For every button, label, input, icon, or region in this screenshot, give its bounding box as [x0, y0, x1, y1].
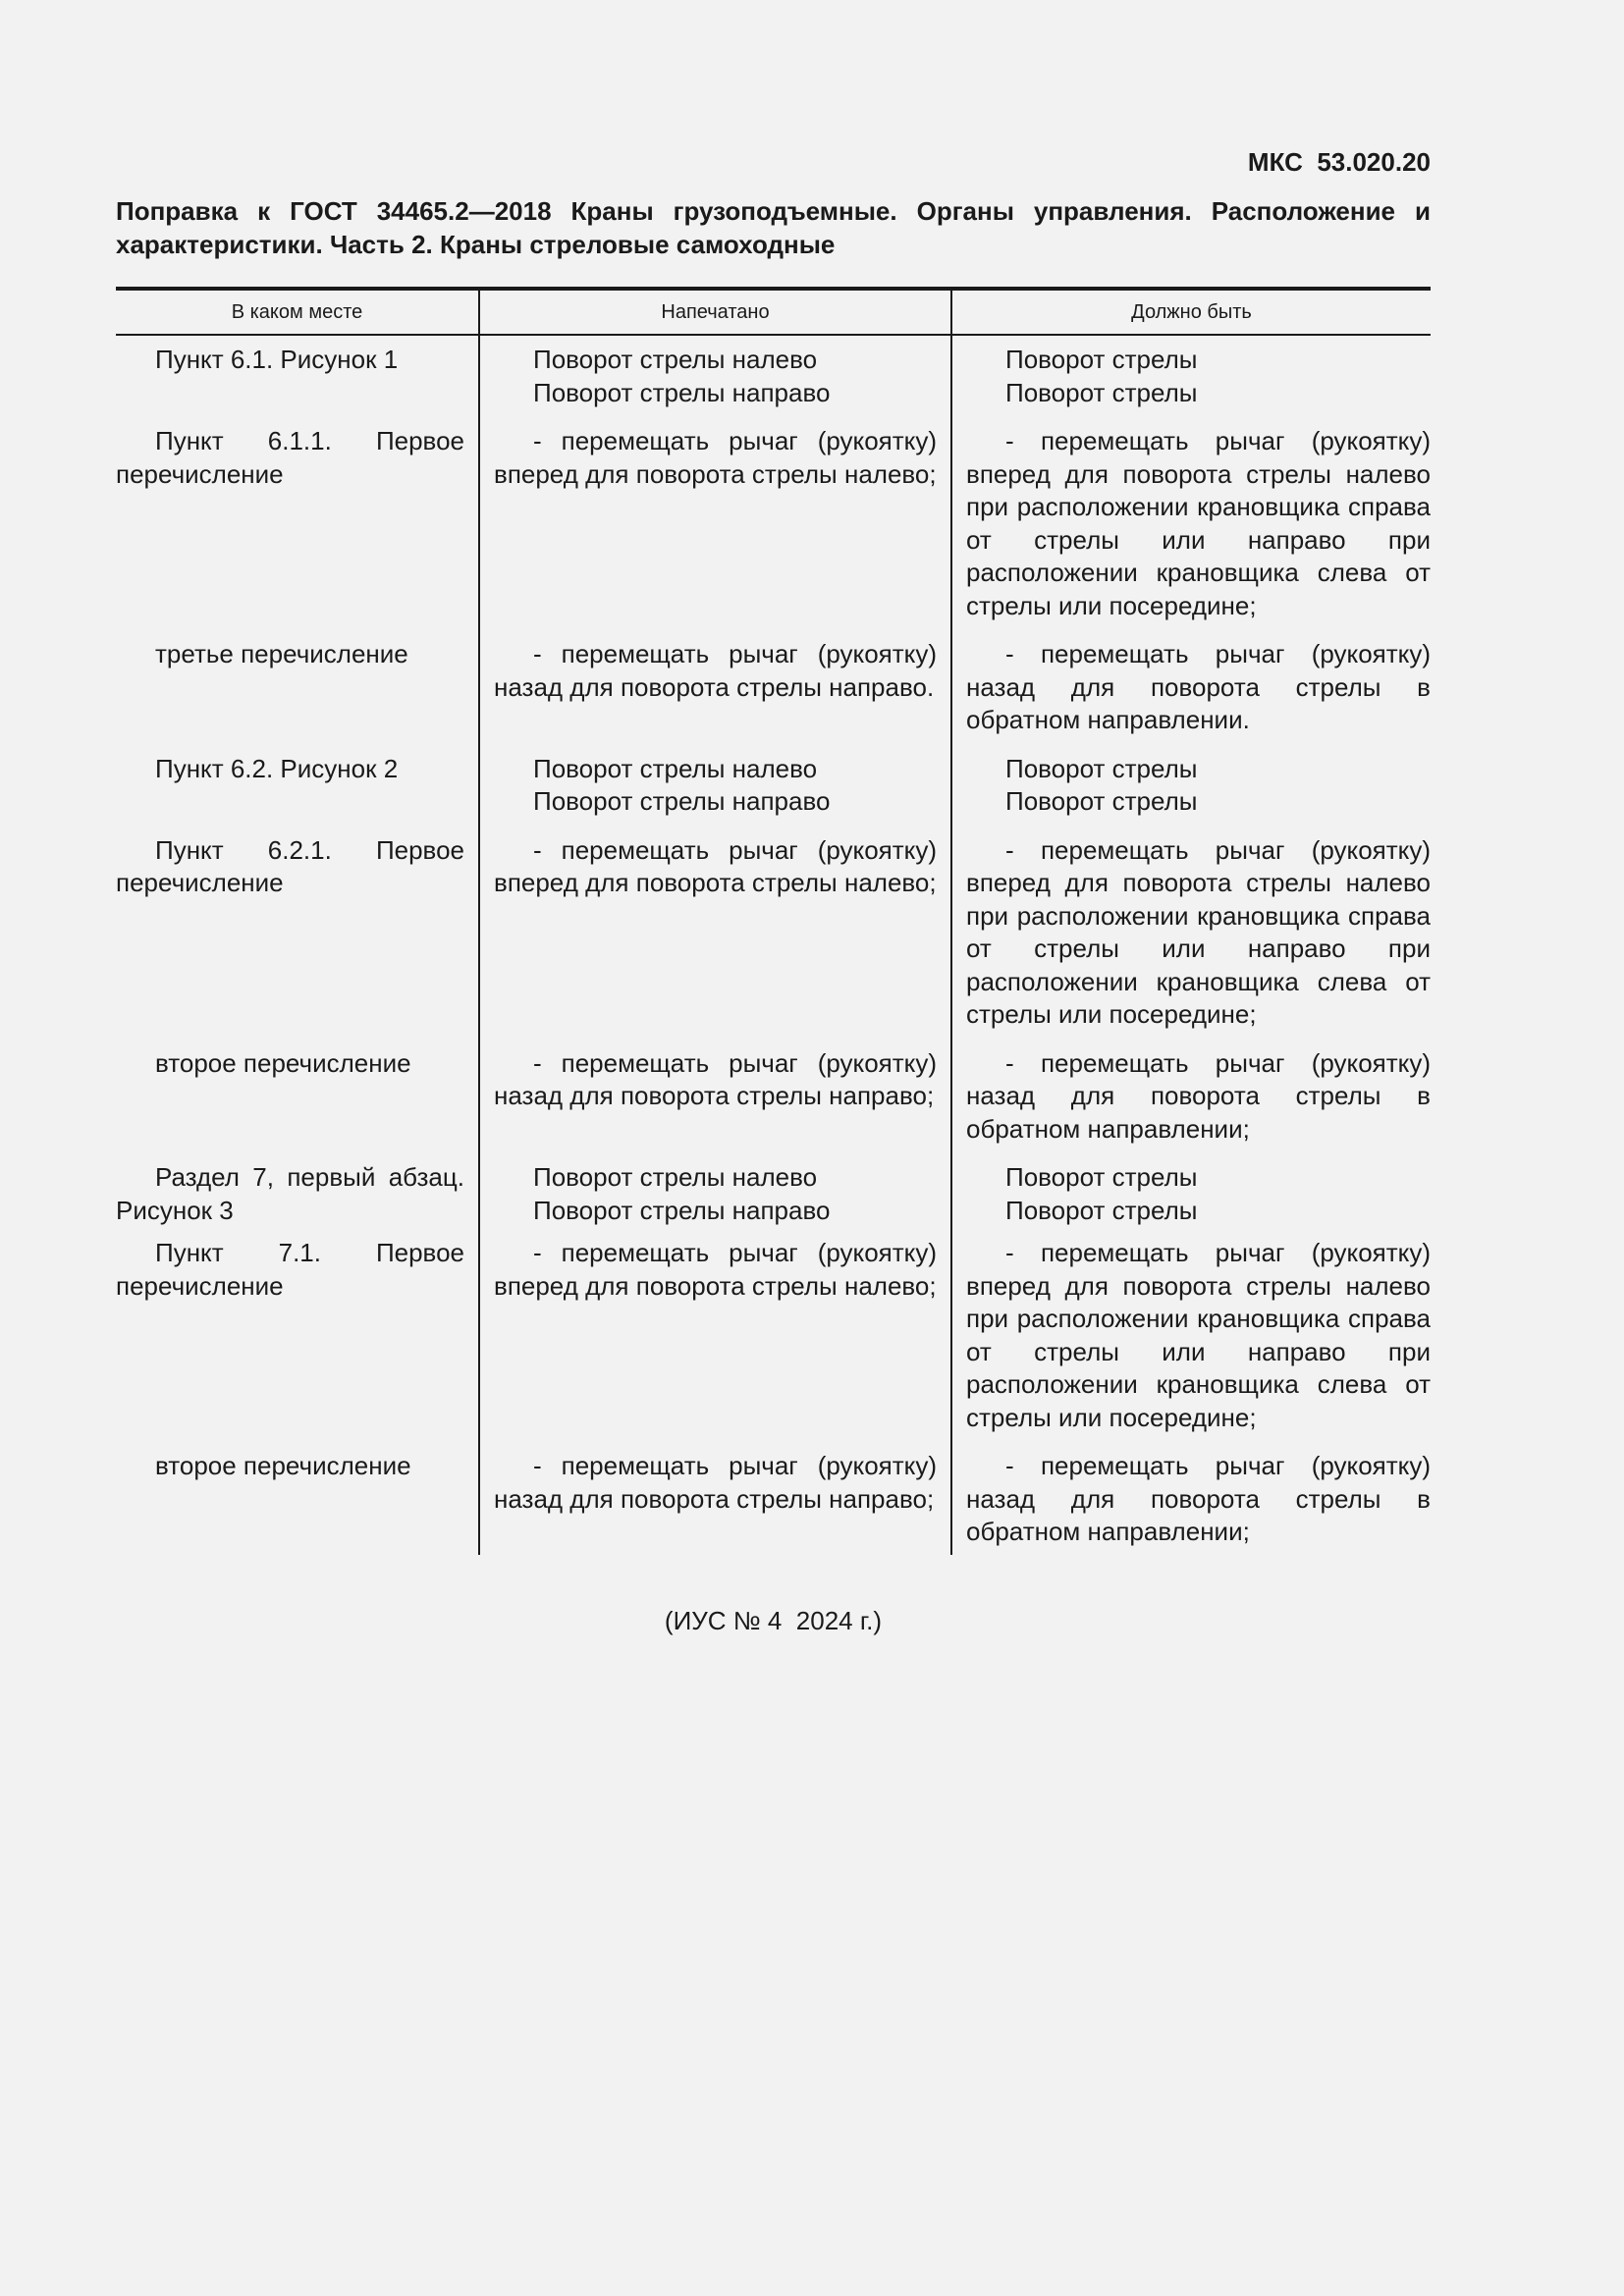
cell-should-be-line: Поворот стрелы [1005, 1162, 1198, 1192]
cell-should-be [951, 638, 1431, 753]
cell-should-be-text: - перемещать рычаг (рукоятку) назад для поворота стрелы в обратном направлении. [966, 639, 1431, 734]
table-row [116, 834, 1431, 1047]
cell-where-text: третье перечисление [155, 639, 408, 668]
cell-should-be [951, 1450, 1431, 1555]
cell-printed [479, 1161, 951, 1237]
cell-printed-text: - перемещать рычаг (рукоятку) вперед для поворота стрелы налево; [494, 834, 937, 897]
cell-printed [479, 1237, 951, 1450]
cell-should-be-line: Поворот стрелы [1005, 753, 1198, 783]
cell-printed-line: Поворот стрелы направо [533, 377, 831, 407]
cell-where [116, 834, 479, 1047]
cell-printed-text: - перемещать рычаг (рукоятку) назад для поворота стрелы направо. [494, 639, 937, 702]
cell-should-be [951, 1047, 1431, 1162]
cell-where [116, 638, 479, 753]
cell-printed-line: Поворот стрелы налево [533, 753, 818, 783]
table-row [116, 1237, 1431, 1450]
source-footnote: (ИУС № 4 2024 г.) [664, 1606, 883, 1635]
cell-where-text: Раздел 7, первый абзац. Рисунок 3 [116, 1162, 464, 1225]
cell-should-be [951, 1161, 1431, 1237]
cell-should-be [951, 753, 1431, 834]
cell-printed-text: - перемещать рычаг (рукоятку) вперед для поворота стрелы налево; [494, 426, 937, 489]
cell-printed [479, 834, 951, 1047]
cell-should-be-line: Поворот стрелы [1005, 786, 1198, 816]
cell-where [116, 1047, 479, 1162]
cell-where [116, 1237, 479, 1450]
table-row [116, 425, 1431, 638]
cell-where-text: Пункт 6.2.1. Первое перечисление [116, 834, 464, 897]
column-header-should-be: Должно быть [951, 289, 1431, 335]
cell-should-be [951, 335, 1431, 425]
cell-where [116, 753, 479, 834]
cell-where-text: второе перечисление [155, 1047, 411, 1078]
cell-printed-text: - перемещать рычаг (рукоятку) назад для поворота стрелы направо; [494, 1047, 937, 1110]
cell-printed-line: Поворот стрелы направо [533, 786, 831, 816]
table-row [116, 1161, 1431, 1237]
cell-where [116, 1161, 479, 1237]
cell-should-be-text: - перемещать рычаг (рукоятку) вперед для поворота стрелы налево при расположении крановщика справа от стрелы или направо при расположении крановщика слева от стрелы или посередине; [966, 1238, 1431, 1432]
cell-should-be-text: - перемещать рычаг (рукоятку) назад для поворота стрелы в обратном направлении; [966, 1047, 1431, 1144]
table-header-row [116, 289, 1431, 335]
cell-where-text: Пункт 6.1. Рисунок 1 [155, 345, 399, 374]
table-row [116, 638, 1431, 753]
column-header-where: В каком месте [116, 289, 479, 335]
cell-printed-line: Поворот стрелы налево [533, 345, 818, 374]
cell-printed-line: Поворот стрелы направо [533, 1195, 831, 1225]
cell-printed-text: - перемещать рычаг (рукоятку) вперед для поворота стрелы налево; [494, 1238, 937, 1301]
table-row [116, 335, 1431, 425]
cell-where-text: второе перечисление [155, 1451, 411, 1480]
cell-where-text: Пункт 6.1.1. Первое перечисление [116, 426, 464, 489]
cell-should-be-line: Поворот стрелы [1005, 345, 1198, 374]
cell-should-be-line: Поворот стрелы [1005, 377, 1198, 407]
cell-printed-line: Поворот стрелы налево [533, 1162, 818, 1192]
cell-should-be-line: Поворот стрелы [1005, 1195, 1198, 1225]
table-row [116, 753, 1431, 834]
document-title: Поправка к ГОСТ 34465.2—2018 Краны грузоподъемные. Органы управления. Расположение и характеристики. Часть 2. Краны стреловые самоходные [116, 196, 1431, 259]
mks-code: МКС 53.020.20 [1247, 147, 1431, 177]
cell-should-be-text: - перемещать рычаг (рукоятку) вперед для поворота стрелы налево при расположении крановщика справа от стрелы или направо при расположении крановщика слева от стрелы или посередине; [966, 426, 1431, 620]
cell-where [116, 335, 479, 425]
cell-should-be [951, 1237, 1431, 1450]
corrections-table [116, 287, 1431, 1555]
cell-should-be [951, 425, 1431, 638]
table-row [116, 1047, 1431, 1162]
cell-where-text: Пункт 6.2. Рисунок 2 [155, 753, 399, 783]
cell-should-be-text: - перемещать рычаг (рукоятку) вперед для поворота стрелы налево при расположении крановщика справа от стрелы или направо при расположении крановщика слева от стрелы или посередине; [966, 834, 1431, 1029]
cell-where-text: Пункт 7.1. Первое перечисление [116, 1238, 464, 1301]
cell-printed-text: - перемещать рычаг (рукоятку) назад для поворота стрелы направо; [494, 1451, 937, 1514]
cell-printed [479, 425, 951, 638]
cell-printed [479, 335, 951, 425]
column-header-printed: Напечатано [479, 289, 951, 335]
cell-should-be-text: - перемещать рычаг (рукоятку) назад для поворота стрелы в обратном направлении; [966, 1451, 1431, 1546]
cell-where [116, 1450, 479, 1555]
table-row [116, 1450, 1431, 1555]
cell-printed [479, 1450, 951, 1555]
cell-printed [479, 1047, 951, 1162]
cell-printed [479, 753, 951, 834]
cell-where [116, 425, 479, 638]
cell-printed [479, 638, 951, 753]
cell-should-be [951, 834, 1431, 1047]
